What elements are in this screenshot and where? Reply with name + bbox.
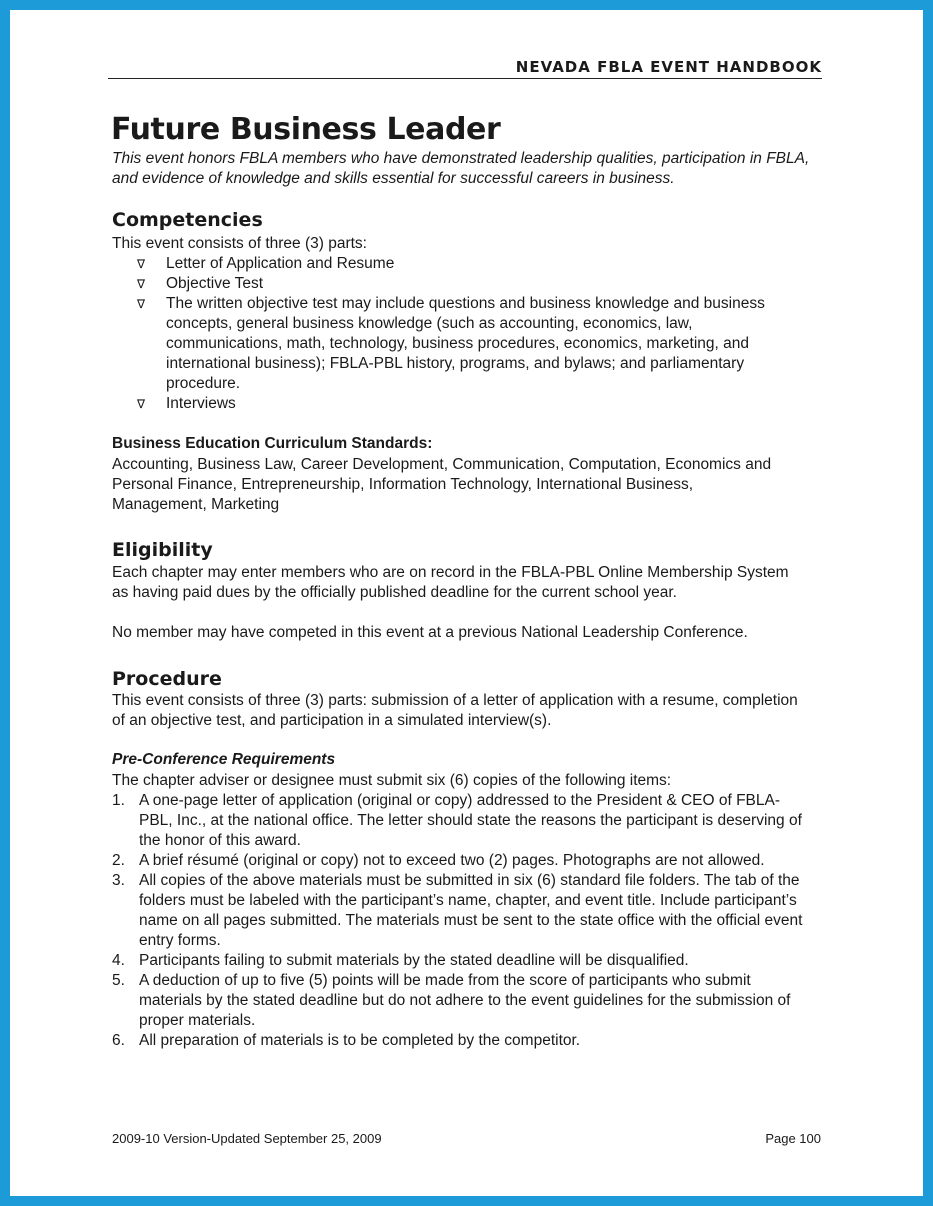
bullet-marker: ∇	[137, 297, 146, 311]
list-item-text: Letter of Application and Resume	[166, 255, 395, 272]
list-item-number: 2.	[112, 852, 125, 869]
page-title: Future Business Leader	[111, 112, 501, 147]
list-item	[137, 274, 787, 294]
preconference-heading: Pre-Conference Requirements	[112, 751, 336, 768]
list-item-number: 4.	[112, 952, 125, 969]
eligibility-heading: Eligibility	[112, 539, 213, 561]
list-item	[112, 951, 812, 971]
list-item-text: Objective Test	[166, 275, 264, 292]
preconference-list	[112, 791, 812, 1051]
list-item-text: A one-page letter of application (original or copy) addressed to the President & CEO of FBLA-PBL, Inc., at the national office. The letter should state the reasons the participant is deserving of the honor of this award.	[139, 792, 802, 849]
standards-heading: Business Education Curriculum Standards:	[112, 435, 433, 452]
list-item	[112, 1031, 812, 1051]
list-item	[112, 871, 812, 951]
list-item-number: 1.	[112, 792, 125, 809]
footer-page-number: Page 100	[765, 1131, 821, 1146]
list-item-text: The written objective test may include questions and business knowledge and business concepts, general business knowledge (such as accounting, economics, law, communications, math, technology, business procedures, economics, marketing, and international business); FBLA-PBL history, programs, and bylaws; and parliamentary procedure.	[166, 295, 765, 392]
list-item-text: All copies of the above materials must be submitted in six (6) standard file folders. The tab of the folders must be labeled with the participant’s name, chapter, and event title. Include participant’s name on all pages submitted. The materials must be sent to the state office with the official event entry forms.	[139, 872, 803, 949]
running-header: NEVADA FBLA EVENT HANDBOOK	[108, 58, 822, 79]
preconference-lead: The chapter adviser or designee must submit six (6) copies of the following items:	[112, 772, 672, 789]
competencies-lead: This event consists of three (3) parts:	[112, 235, 367, 252]
list-item-text: A deduction of up to five (5) points will be made from the score of participants who submit materials by the stated deadline but do not adhere to the event guidelines for the submission of proper materials.	[139, 972, 791, 1029]
list-item	[137, 254, 787, 274]
list-item	[137, 394, 787, 414]
competencies-heading: Competencies	[112, 209, 263, 231]
bullet-marker: ∇	[137, 397, 146, 411]
footer-version: 2009-10 Version-Updated September 25, 2009	[112, 1131, 382, 1146]
list-item-text: All preparation of materials is to be completed by the competitor.	[139, 1032, 581, 1049]
bullet-marker: ∇	[137, 257, 146, 271]
procedure-text: This event consists of three (3) parts: submission of a letter of application with a resume, completion of an objective test, and participation in a simulated interview(s).	[112, 692, 798, 729]
procedure-heading: Procedure	[112, 668, 222, 690]
list-item-text: A brief résumé (original or copy) not to exceed two (2) pages. Photographs are not allowed.	[139, 852, 765, 869]
list-item	[112, 791, 812, 851]
list-item-text: Participants failing to submit materials by the stated deadline will be disqualified.	[139, 952, 689, 969]
list-item-number: 6.	[112, 1032, 125, 1049]
bullet-marker: ∇	[137, 277, 146, 291]
competencies-list	[137, 254, 787, 414]
eligibility-text-1: Each chapter may enter members who are on record in the FBLA-PBL Online Membership System as having paid dues by the officially published deadline for the current school year.	[112, 564, 789, 601]
intro-text: This event honors FBLA members who have demonstrated leadership qualities, participation in FBLA, and evidence of knowledge and skills essential for successful careers in business.	[112, 150, 810, 187]
list-item	[112, 851, 812, 871]
list-item-number: 5.	[112, 972, 125, 989]
list-item	[137, 294, 787, 394]
list-item-number: 3.	[112, 872, 125, 889]
eligibility-text-2: No member may have competed in this event at a previous National Leadership Conference.	[112, 624, 748, 641]
standards-text: Accounting, Business Law, Career Development, Communication, Computation, Economics and Personal Finance, Entrepreneurship, Information Technology, International Business, Management, Marketing	[112, 456, 772, 513]
list-item-text: Interviews	[166, 395, 236, 412]
list-item	[112, 971, 812, 1031]
